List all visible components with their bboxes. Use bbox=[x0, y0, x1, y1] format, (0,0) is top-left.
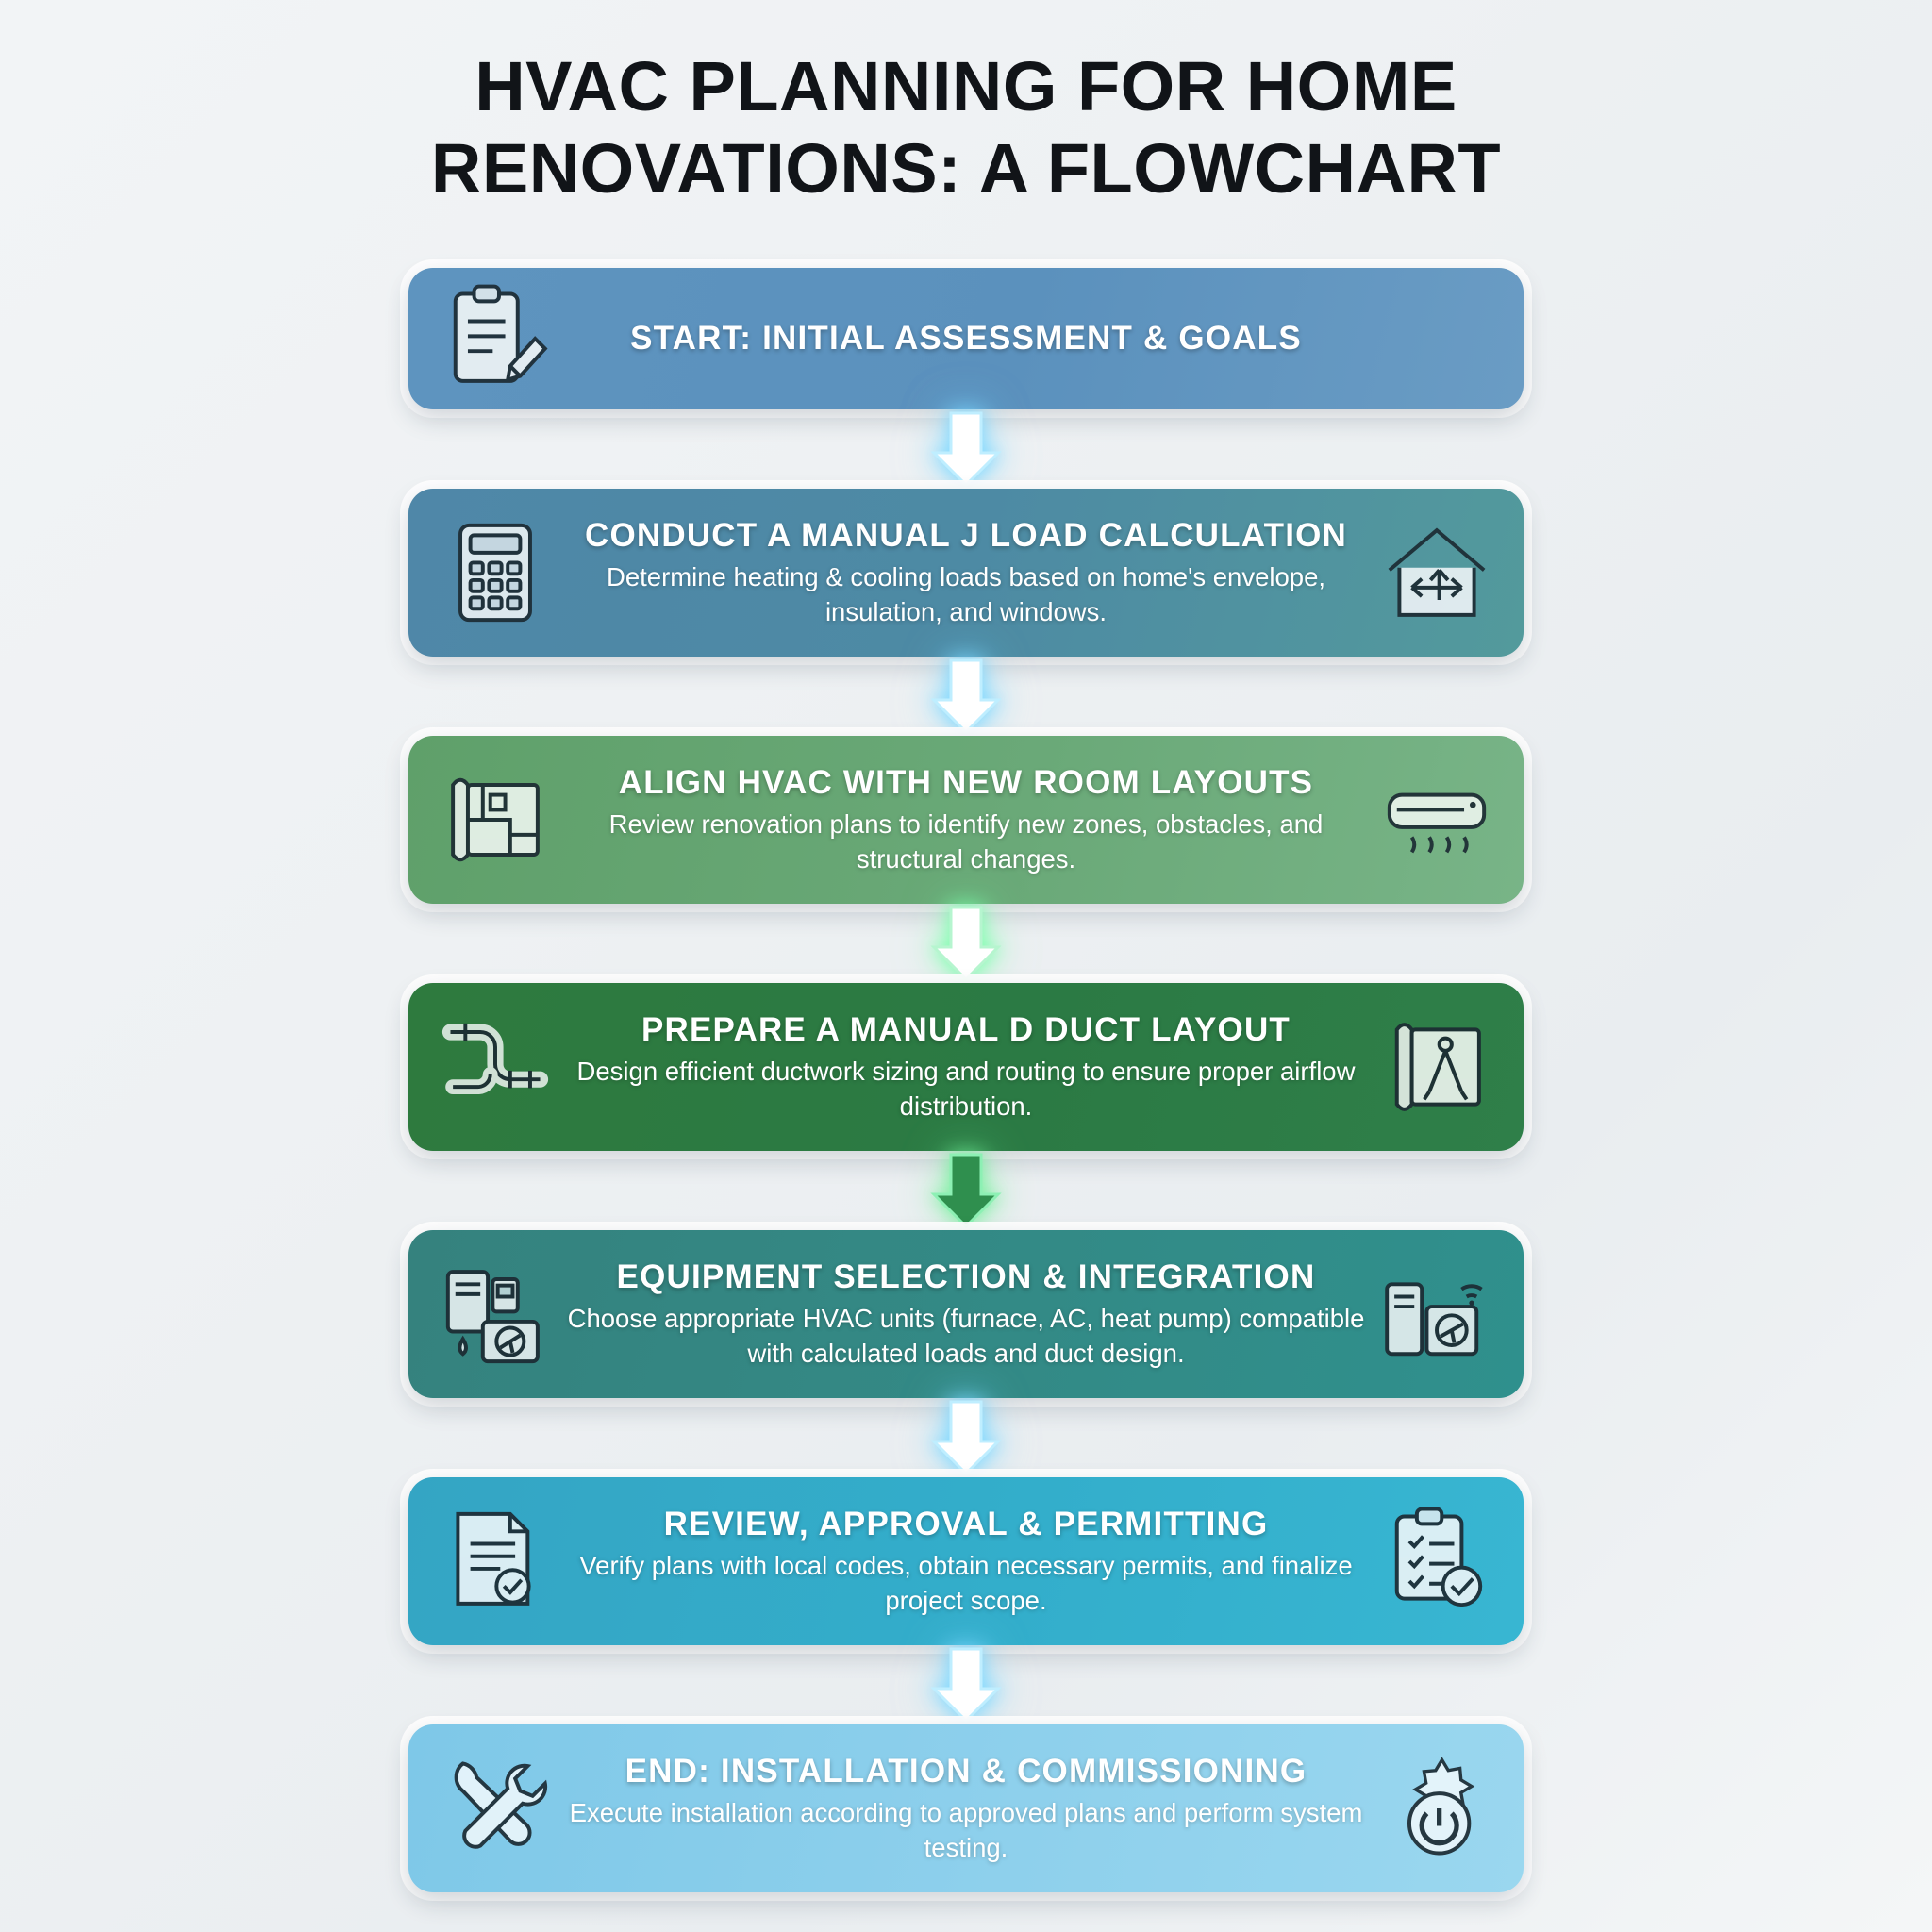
house-airflow-icon bbox=[1374, 510, 1499, 635]
clipboard-pencil-icon bbox=[433, 276, 558, 401]
node-text-start bbox=[558, 319, 1374, 358]
flow-node-permitting[interactable] bbox=[408, 1477, 1524, 1645]
node-heading: START: INITIAL ASSESSMENT & GOALS bbox=[630, 320, 1302, 358]
node-text-manual-j bbox=[558, 516, 1374, 629]
node-wrap-manual-d bbox=[0, 983, 1932, 1151]
node-wrap-align-layouts bbox=[0, 736, 1932, 904]
connector-arrow-1 bbox=[923, 409, 1009, 489]
node-heading: PREPARE A MANUAL D DUCT LAYOUT bbox=[641, 1010, 1291, 1048]
flow-node-align-layouts[interactable] bbox=[408, 736, 1524, 904]
node-wrap-end bbox=[0, 1724, 1932, 1892]
node-subtext: Design efficient ductwork sizing and routing to ensure proper airflow distribution. bbox=[576, 1057, 1356, 1121]
node-subtext: Verify plans with local codes, obtain necessary permits, and finalize project scope. bbox=[579, 1551, 1353, 1615]
node-text-manual-d bbox=[558, 1010, 1374, 1124]
connector-arrow-4 bbox=[923, 1151, 1009, 1230]
ductwork-pipes-icon bbox=[433, 1005, 558, 1129]
node-wrap-permitting bbox=[0, 1477, 1932, 1645]
node-subtext: Execute installation according to approved plans and perform system testing. bbox=[569, 1798, 1363, 1862]
page-title bbox=[0, 45, 1932, 210]
node-wrap-equipment bbox=[0, 1230, 1932, 1398]
compass-drafting-icon bbox=[1374, 1005, 1499, 1129]
floorplan-blueprint-icon bbox=[433, 758, 558, 882]
node-wrap-manual-j bbox=[0, 489, 1932, 657]
title-line-1: HVAC PLANNING FOR HOME bbox=[475, 47, 1457, 125]
connector-arrow-5 bbox=[923, 1398, 1009, 1477]
node-heading: ALIGN HVAC WITH NEW ROOM LAYOUTS bbox=[618, 763, 1314, 801]
flow-node-start[interactable] bbox=[408, 268, 1524, 409]
node-text-permitting bbox=[558, 1505, 1374, 1618]
calculator-icon bbox=[433, 510, 558, 635]
flow-node-end[interactable] bbox=[408, 1724, 1524, 1892]
node-heading: END: INSTALLATION & COMMISSIONING bbox=[625, 1752, 1307, 1790]
furnace-ac-unit-icon bbox=[433, 1252, 558, 1376]
title-line-2: RENOVATIONS: A FLOWCHART bbox=[430, 129, 1502, 208]
node-text-end bbox=[558, 1752, 1374, 1865]
connector-arrow-2 bbox=[923, 657, 1009, 736]
connector-arrow-3 bbox=[923, 904, 1009, 983]
node-heading: REVIEW, APPROVAL & PERMITTING bbox=[663, 1505, 1269, 1542]
connector-arrow-6 bbox=[923, 1645, 1009, 1724]
flowchart-body bbox=[0, 268, 1932, 1892]
flow-node-equipment[interactable] bbox=[408, 1230, 1524, 1398]
document-stamp-icon bbox=[433, 1499, 558, 1624]
gear-power-icon bbox=[1374, 1746, 1499, 1871]
node-subtext: Review renovation plans to identify new zones, obstacles, and structural changes. bbox=[608, 809, 1324, 874]
node-heading: EQUIPMENT SELECTION & INTEGRATION bbox=[616, 1257, 1316, 1295]
node-heading: CONDUCT A MANUAL J LOAD CALCULATION bbox=[584, 516, 1348, 554]
node-wrap-start bbox=[0, 268, 1932, 409]
mini-split-icon bbox=[1374, 758, 1499, 882]
node-text-equipment bbox=[558, 1257, 1374, 1371]
checklist-approved-icon bbox=[1374, 1499, 1499, 1624]
flow-node-manual-j[interactable] bbox=[408, 489, 1524, 657]
node-text-align-layouts bbox=[558, 763, 1374, 876]
wrench-screwdriver-icon bbox=[433, 1746, 558, 1871]
smart-hvac-wifi-icon bbox=[1374, 1252, 1499, 1376]
node-subtext: Determine heating & cooling loads based on home's envelope, insulation, and windows. bbox=[607, 562, 1325, 626]
node-subtext: Choose appropriate HVAC units (furnace, AC, heat pump) compatible with calculated loads and duct design. bbox=[567, 1304, 1365, 1368]
flow-node-manual-d[interactable] bbox=[408, 983, 1524, 1151]
